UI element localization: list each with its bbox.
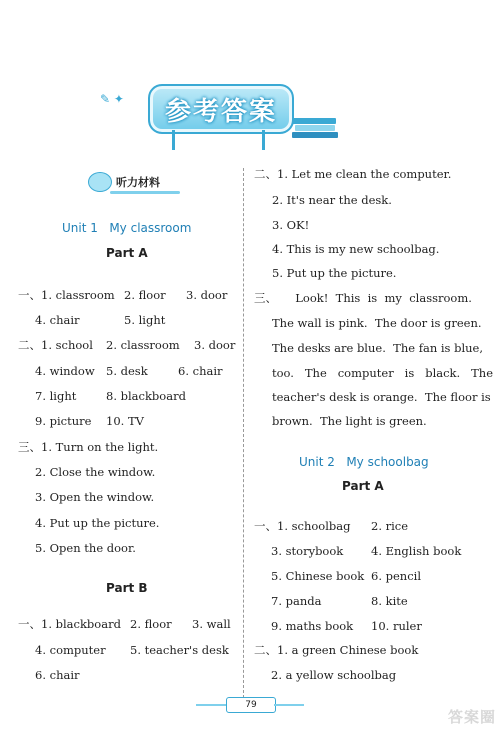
banner-leg-right [262,130,265,150]
list-item: 一、1. blackboard [18,617,121,631]
unit-2-title: Unit 2 My schoolbag [299,455,429,469]
list-item: 2. classroom [106,338,180,352]
headphones-icon [88,172,112,192]
list-item: 9. picture [35,414,92,428]
list-item: 5. desk [106,364,148,378]
page-title: 参考答案 [164,96,277,127]
banner-leg-left [172,130,175,150]
list-item: 二、1. school [18,338,93,352]
page-number: 79 [226,697,276,713]
list-item: 3. storybook [271,544,344,558]
list-item: 6. chair [35,668,80,682]
paragraph-line: brown. The light is green. [272,414,427,428]
unit-1-part-a: Part A [106,246,148,260]
list-item: 一、1. schoolbag [254,519,351,533]
list-item: 3. door [186,288,228,302]
list-item: 5. teacher's desk [130,643,229,657]
column-divider [243,168,244,698]
section-tag-underline [110,191,180,194]
list-item: 7. panda [271,594,322,608]
list-item: 5. Put up the picture. [272,266,397,280]
list-item: 3. wall [192,617,231,631]
list-item: 2. floor [124,288,166,302]
section-tag [88,172,160,192]
list-item: 2. floor [130,617,172,631]
list-item: 5. light [124,313,166,327]
list-item: 一、1. classroom [18,288,115,302]
list-item: 4. computer [35,643,106,657]
page-number-line-right [274,704,304,706]
watermark: 答案圈 [447,708,496,726]
list-item: 5. Chinese book [271,569,365,583]
paragraph-line: The wall is pink. The door is green. [272,316,482,330]
list-item: 4. English book [371,544,462,558]
list-item: 3. Open the window. [35,490,155,504]
answer-key-banner [148,84,294,134]
paragraph-line: 三、 Look! This is my classroom. [254,291,472,305]
list-item: 8. blackboard [106,389,186,403]
section-tag-label: 听力材料 [116,176,160,189]
unit-2-part-a: Part A [342,479,384,493]
books-decoration-icon [292,118,338,138]
paragraph-line: The desks are blue. The fan is blue, [272,341,484,355]
list-item: 2. rice [371,519,409,533]
list-item: 6. pencil [371,569,421,583]
list-item: 4. chair [35,313,80,327]
pencil-decoration-icon: ✎ ✦ [100,92,124,106]
list-item: 4. window [35,364,95,378]
list-item: 二、1. Let me clean the computer. [254,167,452,181]
list-item: 10. ruler [371,619,422,633]
unit-1-title: Unit 1 My classroom [62,221,192,235]
unit-1-part-b: Part B [106,581,148,595]
list-item: 2. a yellow schoolbag [271,668,397,682]
list-item: 二、1. a green Chinese book [254,643,419,657]
list-item: 2. Close the window. [35,465,156,479]
list-item: 10. TV [106,414,144,428]
list-item: 7. light [35,389,77,403]
list-item: 5. Open the door. [35,541,136,555]
list-item: 4. Put up the picture. [35,516,160,530]
list-item: 三、1. Turn on the light. [18,440,159,454]
paragraph-line: teacher's desk is orange. The floor is [272,390,491,404]
list-item: 4. This is my new schoolbag. [272,242,440,256]
list-item: 8. kite [371,594,408,608]
paragraph-line: too. The computer is black. The [272,366,494,380]
list-item: 9. maths book [271,619,354,633]
list-item: 3. OK! [272,218,310,232]
page-number-line-left [196,704,226,706]
list-item: 6. chair [178,364,223,378]
list-item: 2. It's near the desk. [272,193,392,207]
list-item: 3. door [194,338,236,352]
